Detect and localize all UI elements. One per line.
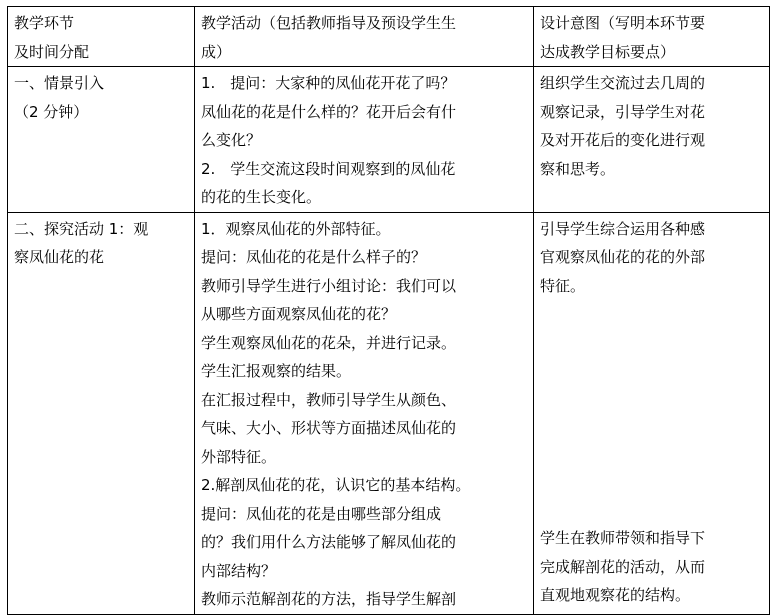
activity-text: 2. 学生交流这段时间观察到的凤仙花 [201,159,456,178]
activity-text: 外部特征。 [201,447,277,466]
activity-cell [195,212,534,614]
intent-cell [534,67,770,213]
intent-text: 官观察凤仙花的花的外部 [540,248,706,266]
intent-text: 察和思考。 [540,159,616,178]
header-row [8,7,770,67]
header-stage-cell [8,7,195,67]
header-intent-cell [534,7,770,67]
intent-text: 完成解剖花的活动，从而 [540,557,706,576]
activity-text: 从哪些方面观察凤仙花的花？ [201,305,397,323]
activity-text: 1．观察凤仙花的外部特征。 [201,219,391,238]
activity-text: 提问：凤仙花的花是什么样子的？ [201,248,427,266]
table-row [8,212,770,614]
intent-text: 直观地观察花的结构。 [540,586,691,604]
header-text: 成） [201,42,232,61]
intent-spacer [540,300,763,524]
header-text: 达成教学目标要点） [540,42,676,61]
activity-text: 气味、大小、形状等方面描述凤仙花的 [201,419,457,437]
intent-cell [534,212,770,614]
table-row [8,67,770,213]
activity-text: 教师引导学生进行小组讨论：我们可以 [201,276,457,295]
stage-text: 一、情景引入 [14,74,105,92]
header-text: 教学活动（包括教师指导及预设学生生 [201,14,457,32]
intent-text: 特征。 [540,276,586,295]
intent-text: 及对开花后的变化进行观 [540,131,706,149]
activity-text: 1. 提问：大家种的凤仙花开花了吗？ [201,74,456,92]
lesson-plan-table [7,6,770,615]
activity-text: 学生观察凤仙花的花朵，并进行记录。 [201,333,457,352]
stage-cell [8,212,195,614]
activity-cell [195,67,534,213]
activity-text: 学生汇报观察的结果。 [201,362,352,380]
stage-cell [8,67,195,213]
activity-text: 的？我们用什么方法能够了解凤仙花的 [201,533,457,551]
stage-text: 二、探究活动 1：观 [14,219,149,238]
intent-text: 学生在教师带领和指导下 [540,529,706,547]
header-text: 及时间分配 [14,42,90,61]
stage-text: 察凤仙花的花 [14,248,105,266]
activity-text: 教师示范解剖花的方法，指导学生解剖 [201,590,457,608]
activity-text: 提问：凤仙花的花是由哪些部分组成 [201,504,442,523]
header-text: 设计意图（写明本环节要 [540,14,706,32]
header-activity-cell [195,7,534,67]
intent-text: 观察记录，引导学生对花 [540,102,706,121]
activity-text: 在汇报过程中，教师引导学生从颜色、 [201,390,457,409]
header-text: 教学环节 [14,14,75,32]
activity-text: 的花的生长变化。 [201,188,322,206]
stage-text: （2 分钟） [14,102,89,121]
activity-text: 么变化？ [201,131,262,149]
intent-text: 引导学生综合运用各种感 [540,219,706,238]
intent-text: 组织学生交流过去几周的 [540,74,706,92]
activity-text: 内部结构？ [201,561,277,580]
activity-text: 2.解剖凤仙花的花，认识它的基本结构。 [201,476,471,494]
activity-text: 凤仙花的花是什么样的？花开后会有什 [201,102,457,121]
